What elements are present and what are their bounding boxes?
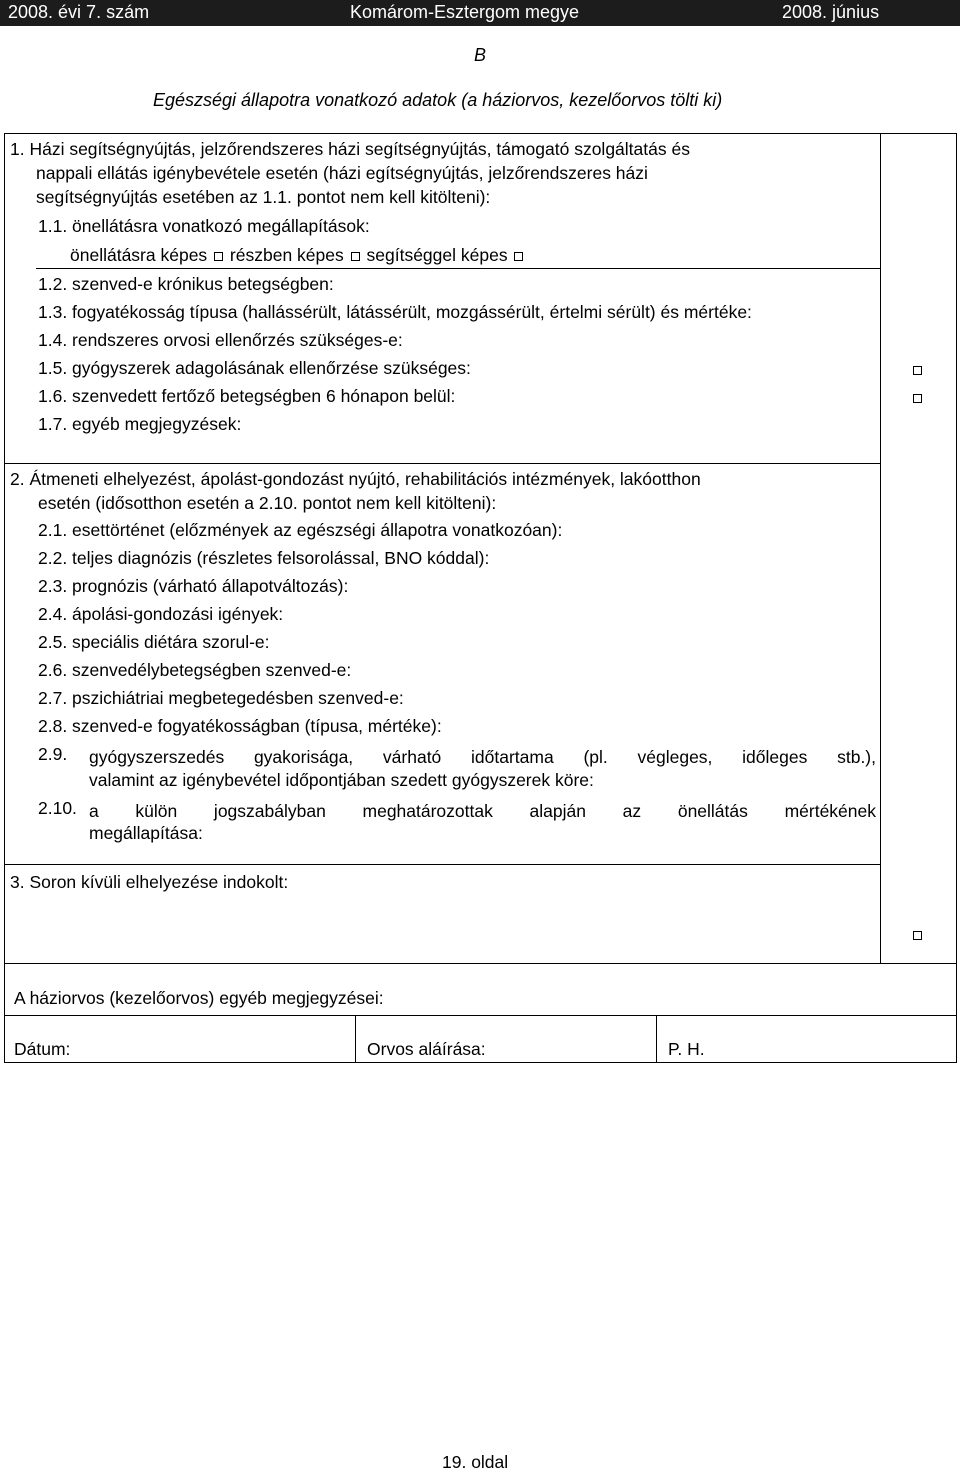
divider-s3-remarks [4,963,957,964]
s2-item-2-8: 2.8. szenved-e fogyatékosságban (típusa, mértéke): [38,716,442,736]
s2-item-2-7: 2.7. pszichiátriai megbetegedésben szenved-e: [38,688,404,708]
s1-options-row [70,244,525,266]
s2-item-2-10-line-1: a külön jogszabályban meghatározottak alapján az önellátás mértékének [89,801,876,821]
s2-item-2-2: 2.2. teljes diagnózis (részletes felsorolással, BNO kóddal): [38,548,490,568]
s2-item-2-5: 2.5. speciális diétára szorul-e: [38,632,270,652]
header-issue: 2008. évi 7. szám [8,2,150,22]
s2-item-2-10-line-2: megállapítása: [89,823,203,843]
divider-s2-s3 [4,864,880,865]
s2-line-2: esetén (idősotthon esetén a 2.10. pontot nem kell kitölteni): [38,493,497,513]
remarks-label: A háziorvos (kezelőorvos) egyéb megjegyzései: [14,988,384,1008]
section-mark: B [474,45,487,65]
s2-item-2-9-line-1: gyógyszerszedés gyakorisága, várható időtartama (pl. végleges, időleges stb.), [89,747,876,767]
s1-line-3: segítségnyújtás esetében az 1.1. pontot nem kell kitölteni): [36,187,491,207]
s1-line-2: nappali ellátás igénybevétele esetén (házi egítségnyújtás, jelzőrendszeres házi [36,163,648,183]
s2-item-2-6: 2.6. szenvedélybetegségben szenved-e: [38,660,352,680]
page-number: 19. oldal [442,1452,509,1472]
s2-item-2-9-number: 2.9. [38,744,68,764]
option-with-help-checkbox[interactable] [514,252,523,261]
s3-checkbox[interactable] [913,931,922,940]
header-county: Komárom-Esztergom megye [350,2,580,22]
option-self-sufficient-label: önellátásra képes [70,245,208,265]
sign-divider-1 [355,1015,356,1063]
s2-item-2-1: 2.1. esettörténet (előzmények az egészségi állapotra vonatkozóan): [38,520,563,540]
s3-title: 3. Soron kívüli elhelyezése indokolt: [10,872,289,892]
s2-item-2-10-number: 2.10. [38,798,77,818]
divider-s1-s2 [4,463,880,464]
s1-item-1-6: 1.6. szenvedett fertőző betegségben 6 hónapon belül: [38,386,456,406]
s1-item-1-2: 1.2. szenved-e krónikus betegségben: [38,274,334,294]
option-partially-checkbox[interactable] [351,252,360,261]
s1-item-1-1: 1.1. önellátásra vonatkozó megállapítások: [38,216,370,236]
s2-item-2-4: 2.4. ápolási-gondozási igények: [38,604,284,624]
option-partially-label: részben képes [229,245,344,265]
sign-divider-2 [656,1015,657,1063]
form-subtitle: Egészségi állapotra vonatkozó adatok (a háziorvos, kezelőorvos tölti ki) [153,90,723,110]
header-date: 2008. június [782,2,880,22]
item-1-6-checkbox[interactable] [913,394,922,403]
option-self-sufficient-checkbox[interactable] [214,252,223,261]
s2-item-2-3: 2.3. prognózis (várható állapotváltozás): [38,576,349,596]
page-header [0,0,960,26]
s1-item-1-4: 1.4. rendszeres orvosi ellenőrzés szükséges-e: [38,330,403,350]
s1-item-1-3: 1.3. fogyatékosság típusa (hallássérült, látássérült, mozgássérült, értelmi sérült) és mértéke: [38,302,752,322]
item-1-5-checkbox[interactable] [913,366,922,375]
s1-item-1-7: 1.7. egyéb megjegyzések: [38,414,242,434]
date-label: Dátum: [14,1039,71,1059]
s2-item-2-9-line-2: valamint az igénybevétel időpontjában szedett gyógyszerek köre: [89,770,594,790]
divider-remarks-sign [4,1015,957,1016]
s2-line-1: 2. Átmeneti elhelyezést, ápolást-gondozást nyújtó, rehabilitációs intézmények, lakóotthon [10,469,701,489]
s1-item-1-5: 1.5. gyógyszerek adagolásának ellenőrzése szükséges: [38,358,471,378]
stamp-label: P. H. [668,1039,705,1059]
checkbox-column-divider [880,133,881,963]
signature-label: Orvos aláírása: [367,1039,486,1059]
s1-line-1: 1. Házi segítségnyújtás, jelzőrendszeres házi segítségnyújtás, támogató szolgáltatás és [10,139,690,159]
option-with-help-label: segítséggel képes [366,245,508,265]
